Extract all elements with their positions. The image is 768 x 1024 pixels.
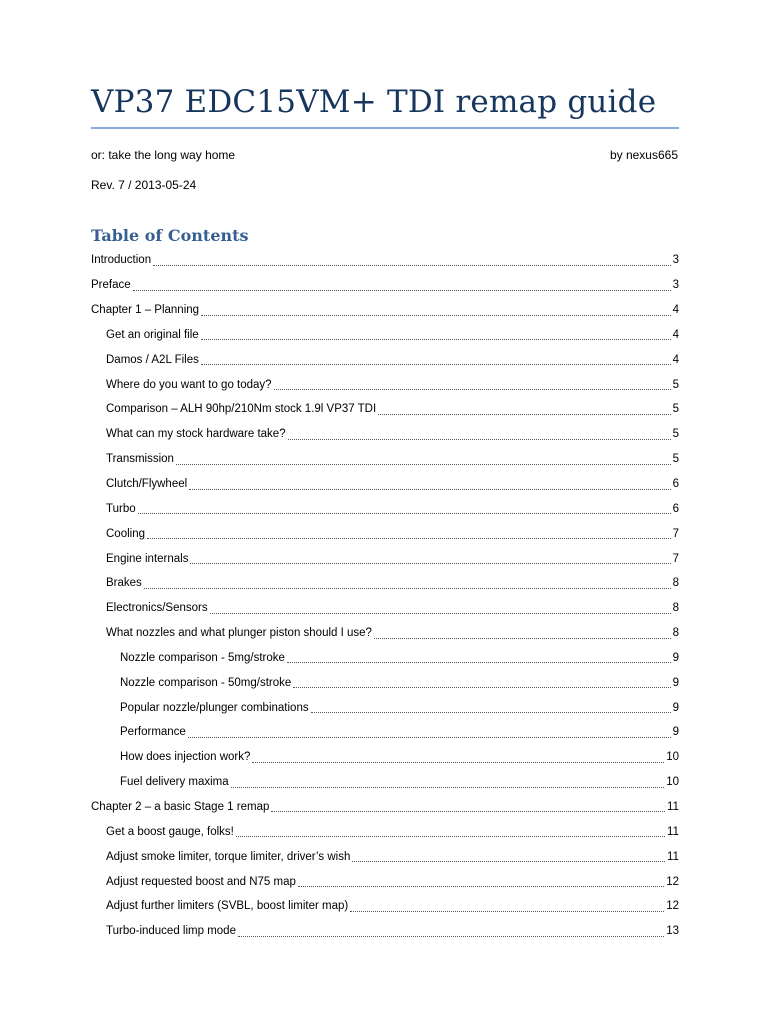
toc-entry-label: Where do you want to go today? (106, 378, 272, 391)
toc-entry-page: 8 (672, 577, 679, 590)
toc-entry[interactable] (91, 472, 679, 497)
toc-entry-label: Popular nozzle/plunger combinations (120, 701, 309, 714)
title-underline (91, 127, 679, 129)
toc-entry-page: 5 (672, 403, 679, 416)
toc-entry[interactable] (91, 298, 679, 323)
toc-entry[interactable] (91, 670, 679, 695)
toc-entry[interactable] (91, 372, 679, 397)
toc-entry[interactable] (91, 695, 679, 720)
toc-entry-page: 8 (672, 627, 679, 640)
toc-leader-dots (210, 603, 671, 614)
toc-entry[interactable] (91, 323, 679, 348)
toc-entry-label: Brakes (106, 577, 142, 590)
toc-leader-dots (293, 677, 670, 688)
toc-entry-page: 4 (672, 304, 679, 317)
toc-leader-dots (190, 553, 670, 564)
toc-entry[interactable] (91, 770, 679, 795)
toc-entry-page: 10 (666, 776, 679, 789)
toc-entry-label: Chapter 1 – Planning (91, 304, 200, 317)
toc-entry-label: Get a boost gauge, folks! (106, 825, 234, 838)
toc-entry-label: What nozzles and what plunger piston should I use? (106, 627, 372, 640)
toc-entry[interactable] (91, 248, 679, 273)
subtitle: or: take the long way home (91, 148, 236, 162)
toc-entry-page: 10 (666, 751, 679, 764)
toc-leader-dots (374, 628, 671, 639)
toc-entry[interactable] (91, 571, 679, 596)
toc-leader-dots (274, 379, 671, 390)
toc-leader-dots (352, 851, 665, 862)
toc-entry-page: 3 (672, 254, 679, 267)
toc-entry-label: What can my stock hardware take? (106, 428, 286, 441)
toc-leader-dots (201, 354, 671, 365)
toc-entry-label: Nozzle comparison - 5mg/stroke (120, 651, 285, 664)
toc-entry-label: Performance (120, 726, 186, 739)
toc-leader-dots (288, 429, 671, 440)
toc-leader-dots (176, 454, 671, 465)
toc-leader-dots (236, 826, 665, 837)
toc-entry-label: Preface (91, 279, 131, 292)
toc-entry-page: 5 (672, 378, 679, 391)
toc-entry-page: 7 (672, 527, 679, 540)
toc-entry-page: 9 (672, 651, 679, 664)
toc-entry-page: 13 (666, 925, 679, 938)
toc-leader-dots (271, 801, 665, 812)
toc-entry-label: Adjust further limiters (SVBL, boost limiter map) (106, 900, 349, 913)
toc-entry-label: Comparison – ALH 90hp/210Nm stock 1.9l VP37 TDI (106, 403, 377, 416)
toc-entry[interactable] (91, 795, 679, 820)
toc-entry-page: 6 (672, 502, 679, 515)
toc-entry-label: Engine internals (106, 552, 189, 565)
toc-entry-page: 9 (672, 726, 679, 739)
toc-leader-dots (201, 305, 671, 316)
toc-entry-label: Damos / A2L Files (106, 353, 199, 366)
toc-entry[interactable] (91, 919, 679, 944)
toc-leader-dots (311, 702, 671, 713)
toc-entry-page: 5 (672, 453, 679, 466)
toc-leader-dots (231, 777, 665, 788)
toc-leader-dots (287, 652, 671, 663)
toc-entry-page: 12 (666, 875, 679, 888)
toc-entry-page: 11 (667, 800, 679, 813)
toc-entry[interactable] (91, 496, 679, 521)
toc-leader-dots (238, 926, 664, 937)
toc-entry[interactable] (91, 273, 679, 298)
toc-heading: Table of Contents (91, 226, 249, 245)
toc-entry[interactable] (91, 819, 679, 844)
toc-leader-dots (350, 901, 664, 912)
toc-entry-page: 8 (672, 602, 679, 615)
toc-entry-label: Turbo-induced limp mode (106, 925, 236, 938)
toc-entry-page: 11 (667, 850, 679, 863)
toc-entry-label: Adjust requested boost and N75 map (106, 875, 296, 888)
revision: Rev. 7 / 2013-05-24 (91, 178, 197, 192)
toc-entry-label: Transmission (106, 453, 174, 466)
toc-leader-dots (188, 727, 671, 738)
toc-entry-label: Clutch/Flywheel (106, 478, 188, 491)
toc-entry[interactable] (91, 745, 679, 770)
toc-entry-label: Electronics/Sensors (106, 602, 208, 615)
toc-entry[interactable] (91, 397, 679, 422)
toc-entry-label: How does injection work? (120, 751, 251, 764)
toc-entry-page: 5 (672, 428, 679, 441)
toc-entry-label: Fuel delivery maxima (120, 776, 229, 789)
toc-entry[interactable] (91, 646, 679, 671)
toc-entry[interactable] (91, 546, 679, 571)
toc-entry-page: 12 (666, 900, 679, 913)
toc-leader-dots (133, 280, 671, 291)
document-title: VP37 EDC15VM+ TDI remap guide (91, 84, 657, 120)
toc-entry-label: Adjust smoke limiter, torque limiter, driver’s wish (106, 850, 351, 863)
toc-leader-dots (153, 255, 670, 266)
toc-entry[interactable] (91, 869, 679, 894)
toc-entry[interactable] (91, 521, 679, 546)
toc-entry-label: Get an original file (106, 328, 199, 341)
toc-entry[interactable] (91, 844, 679, 869)
toc-entry-label: Chapter 2 – a basic Stage 1 remap (91, 800, 270, 813)
toc-entry-page: 4 (672, 353, 679, 366)
toc-leader-dots (378, 404, 670, 415)
table-of-contents (91, 248, 679, 944)
toc-entry-page: 11 (667, 825, 679, 838)
toc-entry[interactable] (91, 720, 679, 745)
toc-entry-page: 7 (672, 552, 679, 565)
toc-entry[interactable] (91, 422, 679, 447)
toc-leader-dots (147, 528, 671, 539)
toc-entry-page: 6 (672, 478, 679, 491)
toc-entry[interactable] (91, 347, 679, 372)
author: by nexus665 (609, 148, 678, 162)
toc-entry-page: 9 (672, 676, 679, 689)
toc-entry[interactable] (91, 596, 679, 621)
toc-entry-label: Nozzle comparison - 50mg/stroke (120, 676, 292, 689)
toc-entry-page: 3 (672, 279, 679, 292)
toc-entry[interactable] (91, 447, 679, 472)
toc-leader-dots (189, 479, 670, 490)
toc-leader-dots (298, 876, 664, 887)
toc-leader-dots (252, 752, 664, 763)
toc-leader-dots (144, 578, 671, 589)
toc-entry-page: 9 (672, 701, 679, 714)
toc-entry-page: 4 (672, 328, 679, 341)
toc-entry[interactable] (91, 621, 679, 646)
toc-entry[interactable] (91, 894, 679, 919)
toc-leader-dots (201, 329, 671, 340)
toc-entry-label: Introduction (91, 254, 152, 267)
toc-leader-dots (138, 503, 671, 514)
toc-entry-label: Turbo (106, 502, 136, 515)
toc-entry-label: Cooling (106, 527, 145, 540)
